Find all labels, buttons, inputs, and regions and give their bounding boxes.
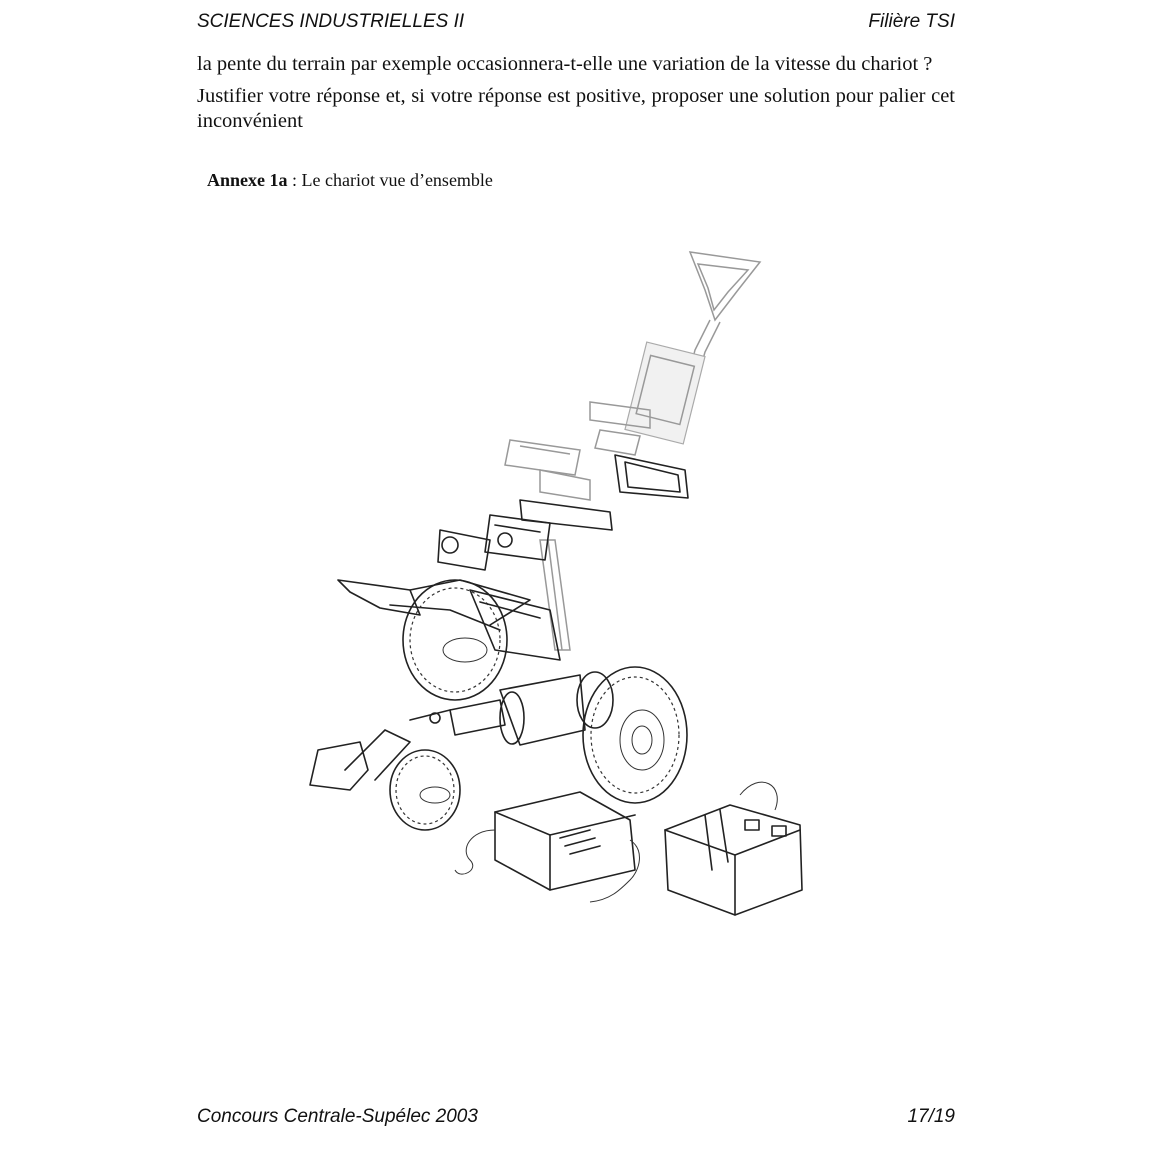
cart-illustration [290,230,830,930]
page-footer [197,1106,955,1128]
header-subject: SCIENCES INDUSTRIELLES II [197,11,465,32]
annex-caption-text: : Le chariot vue d’ensemble [287,170,493,190]
handle-part [505,252,760,500]
annex-caption [207,168,493,192]
annex-label: Annexe 1a [207,170,288,190]
cart-exploded-drawing [290,230,830,930]
upper-frame [338,455,688,630]
battery-pack [665,782,802,915]
paragraph-1: la pente du terrain par exemple occasionnera-t-elle une variation de la vitesse du chariot ? [197,53,933,75]
footer-page-number: 17/19 [907,1106,955,1127]
right-drive-wheel [577,667,687,803]
front-wheel-assembly [310,730,460,830]
paragraph-2: Justifier votre réponse et, si votre réponse est positive, proposer une solution pour palier cet inconvénient [197,85,955,132]
body-text [197,52,955,141]
footer-contest: Concours Centrale-Supélec 2003 [197,1106,478,1127]
header-track: Filière TSI [868,11,955,32]
battery-charger [455,792,639,902]
page-header [197,11,955,33]
chassis-motor [410,590,585,745]
